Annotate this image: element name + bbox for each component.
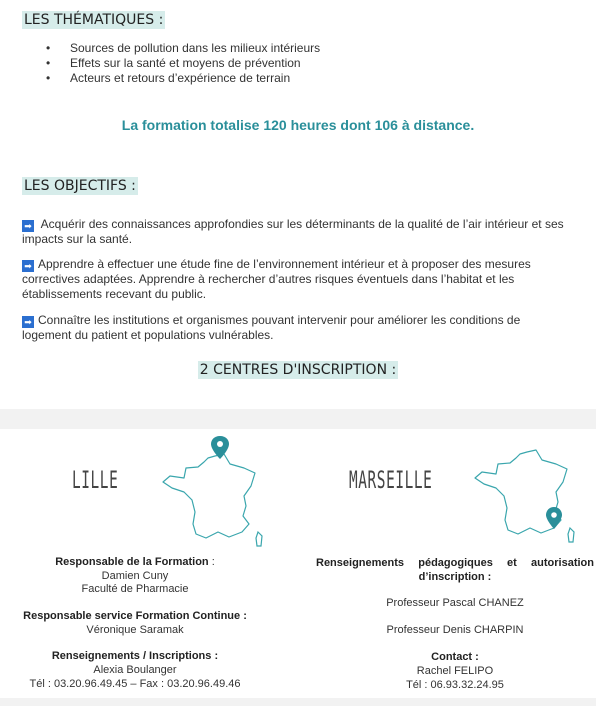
thematiques-list — [46, 41, 320, 86]
france-map-lille-icon — [158, 434, 270, 550]
fc-name: Véronique Saramak — [86, 624, 184, 636]
label: Renseignements / Inscriptions : — [51, 650, 219, 662]
thematiques-heading: LES THÉMATIQUES : — [24, 12, 164, 28]
label: Responsable de la Formation — [55, 556, 209, 568]
label: Contact : — [431, 651, 479, 663]
divider-band — [0, 698, 596, 706]
label: Renseignements pédagogiques et autorisation — [316, 557, 594, 569]
centres-heading: 2 CENTRES D'INSCRIPTION : — [199, 362, 397, 378]
label: d’inscription : — [418, 571, 492, 583]
arrow-right-icon: ➡ — [22, 316, 34, 328]
city-lille-title: LILLE — [72, 466, 119, 494]
arrow-right-icon: ➡ — [22, 220, 34, 232]
objectifs-heading: LES OBJECTIFS : — [24, 178, 136, 194]
professor-2: Professeur Denis CHARPIN — [386, 624, 524, 636]
objective-item: ➡ Connaître les institutions et organismes pouvant intervenir pour améliorer les conditions de logement du patient et populations vulnérables. — [22, 313, 521, 342]
training-total-hours: La formation totalise 120 heures dont 106 à distance. — [121, 117, 475, 133]
list-item: • Effets sur la santé et moyens de prévention — [46, 56, 320, 71]
contact-name: Rachel FELIPO — [416, 665, 494, 677]
inscriptions-tel: Tél : 03.20.96.49.45 – Fax : 03.20.96.49.46 — [29, 678, 241, 690]
divider-band — [0, 409, 596, 429]
responsable-org: Faculté de Pharmacie — [81, 583, 189, 595]
objective-item: ➡ Acquérir des connaissances approfondies sur les déterminants de la qualité de l’air intérieur et ses impacts sur la santé. — [22, 217, 564, 246]
list-item: • Sources de pollution dans les milieux intérieurs — [46, 41, 320, 56]
arrow-right-icon: ➡ — [22, 260, 34, 272]
contact-tel: Tél : 06.93.32.24.95 — [406, 679, 504, 691]
inscriptions-name: Alexia Boulanger — [93, 664, 177, 676]
list-item: • Acteurs et retours d’expérience de terrain — [46, 71, 320, 86]
objective-item: ➡ Apprendre à effectuer une étude fine de l’environnement intérieur et à proposer des mesures correctives adaptées. Apprendre à rechercher d’autres risques éventuels dans l’habitat et les établissements recevant du public. — [22, 257, 531, 301]
professor-1: Professeur Pascal CHANEZ — [386, 597, 524, 609]
city-marseille-title: MARSEILLE — [349, 466, 433, 494]
france-map-marseille-icon — [470, 444, 582, 556]
responsable-name: Damien Cuny — [101, 570, 169, 582]
label: Responsable service Formation Continue : — [23, 610, 247, 622]
